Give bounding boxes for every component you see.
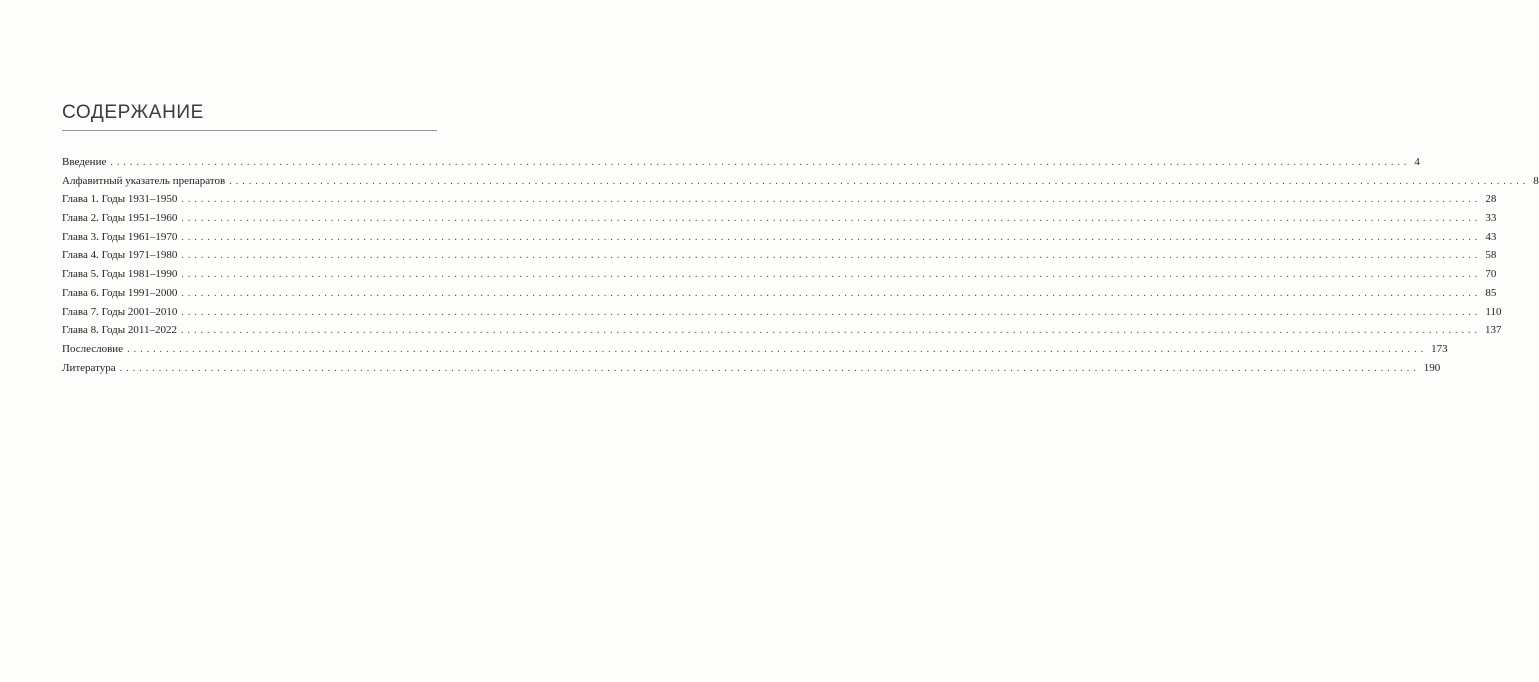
toc-entry-label: Литература xyxy=(62,361,116,374)
toc-entry-label: Глава 2. Годы 1951–1960 xyxy=(62,212,178,225)
toc-entry xyxy=(62,321,1502,340)
toc-entry-page-number: 85 xyxy=(1485,286,1497,299)
toc-entry-label: Послесловие xyxy=(62,342,124,355)
toc-entry-label: Глава 3. Годы 1961–1970 xyxy=(62,230,178,243)
dot-leader: ........................................................................................................................................................................................................ xyxy=(181,213,1482,225)
dot-leader: ........................................................................................................................................................................................................ xyxy=(110,157,1411,168)
dot-leader: ........................................................................................................................................................................................................ xyxy=(181,231,1482,243)
toc-entry-page-number: 4 xyxy=(1414,156,1420,168)
toc-entry-page-number: 8 xyxy=(1533,174,1539,187)
toc-entry-label: Глава 4. Годы 1971–1980 xyxy=(62,249,178,262)
toc-entry-label: Глава 7. Годы 2001–2010 xyxy=(62,305,178,318)
toc-entry-page-number: 43 xyxy=(1485,230,1497,243)
toc-entry xyxy=(62,246,1497,265)
toc-entry-page-number: 190 xyxy=(1423,361,1441,374)
toc-entry xyxy=(62,190,1497,209)
toc-entry xyxy=(62,172,1539,191)
toc-entry-label: Глава 1. Годы 1931–1950 xyxy=(62,193,178,206)
toc-entry-page-number: 28 xyxy=(1485,193,1497,206)
toc-entry-label: Глава 8. Годы 2011–2022 xyxy=(62,324,177,337)
toc-entry-label: Глава 6. Годы 1991–2000 xyxy=(62,286,178,299)
dot-leader: ........................................................................................................................................................................................................ xyxy=(181,306,1482,318)
toc-entry-page-number: 33 xyxy=(1485,212,1497,225)
toc-entry xyxy=(62,228,1497,247)
toc-entry xyxy=(62,284,1497,303)
toc-entry xyxy=(62,303,1502,322)
toc-entry-page-number: 58 xyxy=(1485,249,1497,262)
dot-leader: ........................................................................................................................................................................................................ xyxy=(181,325,1481,337)
toc-list xyxy=(62,153,1539,377)
toc-entry-label: Глава 5. Годы 1981–1990 xyxy=(62,268,178,281)
toc-entry xyxy=(62,340,1448,359)
toc-entry xyxy=(62,153,1420,172)
dot-leader: ........................................................................................................................................................................................................ xyxy=(229,175,1530,187)
toc-entry-page-number: 137 xyxy=(1485,324,1502,337)
toc-entry xyxy=(62,359,1441,378)
toc-entry-page-number: 110 xyxy=(1485,305,1502,318)
title-divider xyxy=(62,130,437,131)
toc-entry-page-number: 173 xyxy=(1431,342,1448,355)
dot-leader: ........................................................................................................................................................................................................ xyxy=(127,343,1428,355)
toc-entry-label: Введение xyxy=(62,156,107,168)
dot-leader: ........................................................................................................................................................................................................ xyxy=(181,269,1482,281)
toc-title: СОДЕРЖАНИЕ xyxy=(62,102,204,123)
toc-entry-label: Алфавитный указатель препаратов xyxy=(62,174,226,187)
toc-entry xyxy=(62,265,1497,284)
dot-leader: ........................................................................................................................................................................................................ xyxy=(119,362,1420,374)
dot-leader: ........................................................................................................................................................................................................ xyxy=(181,250,1482,262)
toc-entry-page-number: 70 xyxy=(1485,268,1497,281)
toc-entry xyxy=(62,209,1497,228)
dot-leader: ........................................................................................................................................................................................................ xyxy=(181,194,1482,206)
dot-leader: ........................................................................................................................................................................................................ xyxy=(181,287,1482,299)
